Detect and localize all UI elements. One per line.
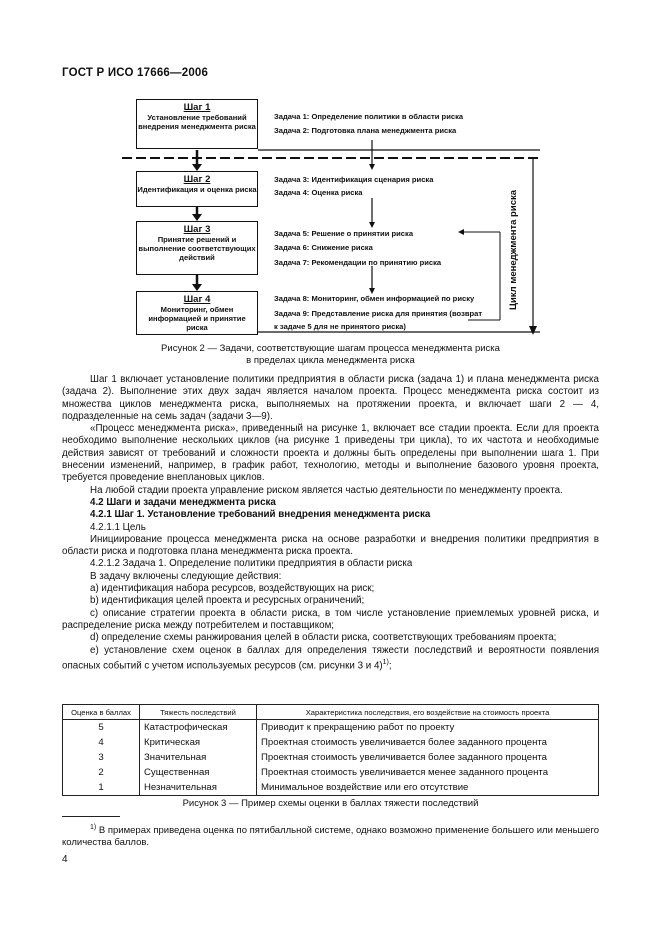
cycle-label: Цикл менеджмента риска bbox=[508, 190, 519, 311]
arrow-down-icon bbox=[192, 214, 202, 221]
arrow-down-icon bbox=[192, 164, 202, 171]
step-4-box bbox=[136, 291, 258, 335]
task-9: Задача 9: Представление риска для принятия (возврат bbox=[274, 309, 483, 318]
step-title: Шаг 2 bbox=[183, 174, 211, 185]
task-8: Задача 8: Мониторинг, обмен информацией по риску bbox=[274, 294, 475, 303]
task-1: Задача 1: Определение политики в области риска bbox=[274, 112, 464, 121]
task-4: Задача 4: Оценка риска bbox=[274, 188, 363, 197]
footnote: $^{1)}$ В примерах приведена оценка по пятибалльной системе, однако возможно применение большего или меньшего количества баллов. bbox=[62, 824, 599, 849]
list-item: c) описание стратегии проекта в области риска, в том числе установление приемлемых уровней риска, и распределение риска между потребителем и поставщиком; bbox=[62, 607, 599, 631]
column-header: Оценка в баллах bbox=[63, 705, 140, 720]
paragraph: Инициирование процесса менеджмента риска на основе разработки и внедрения политики предприятия в области риска и подготовка плана менеджмента риска проекта. bbox=[62, 533, 599, 558]
paragraph: На любой стадии проекта управление риском является частью деятельности по менеджменту проекта. bbox=[90, 484, 563, 496]
paragraph: В задачу включены следующие действия: bbox=[90, 570, 282, 582]
task-5: Задача 5: Решение о принятии риска bbox=[274, 229, 414, 238]
list-item: a) идентификация набора ресурсов, воздействующих на риск; bbox=[90, 583, 375, 595]
table-row: 5 Катастрофическая Приводит к прекращению работ по проекту bbox=[63, 720, 599, 736]
clause-heading: 4.2.1.1 Цель bbox=[90, 521, 146, 533]
subsection-heading: 4.2.1 Шаг 1. Установление требований внедрения менеджмента риска bbox=[90, 509, 431, 521]
step-text: Принятие решений и выполнение соответствующих действий bbox=[138, 235, 256, 262]
table-row: 1 Незначительная Минимальное воздействие или его отсутствие bbox=[63, 780, 599, 796]
body-text bbox=[62, 374, 599, 672]
arrow-down-icon bbox=[529, 326, 537, 335]
severity-table bbox=[62, 704, 599, 796]
arrow-down-icon bbox=[192, 284, 202, 291]
section-heading: 4.2 Шаги и задачи менеджмента риска bbox=[90, 496, 276, 508]
page-number: 4 bbox=[62, 854, 68, 865]
step-3-box bbox=[136, 221, 258, 275]
task-2: Задача 2: Подготовка плана менеджмента риска bbox=[274, 126, 457, 135]
arrow-left-icon bbox=[458, 229, 464, 235]
step-1-box bbox=[136, 99, 258, 149]
task-7: Задача 7: Рекомендации по принятию риска bbox=[274, 258, 442, 267]
paragraph: «Процесс менеджмента риска», приведенный на рисунке 1, включает все стадии проекта. Если для проекта необходимо выполнение нескольких циклов (на рисунке 1 приведены три цикла), то их частота и необходимые действия зависят от требований и сложности проекта и должны быть определены при выполнении шага 1. При внесении изменений, например, в график работ, технологию, методы и выполнение базового уровня проекта, требуется проведение внеплановых циклов. bbox=[62, 423, 599, 484]
step-text: Установление требований внедрения менеджмента риска bbox=[138, 113, 256, 131]
task-6: Задача 6: Снижение риска bbox=[274, 243, 373, 252]
figure2-caption: Рисунок 2 — Задачи, соответствующие шагам процесса менеджмента риска в пределах цикла менеджмента риска bbox=[161, 343, 500, 366]
list-item: b) идентификация целей проекта и ресурсных ограничений; bbox=[90, 595, 365, 607]
footnote-divider bbox=[62, 816, 120, 817]
paragraph: Шаг 1 включает установление политики предприятия в области риска (задача 1) и плана менеджмента риска (задача 2). Выполнение этих двух задач является началом проекта. Процесс менеджмента риска состоит из множества циклов менеджмента риска, выполняемых на протяжении проекта, и включает шаги 2 — 4, подразделенные на семь задач (задачи 3—9). bbox=[62, 374, 599, 422]
table-row: 3 Значительная Проектная стоимость увеличивается более заданного процента bbox=[63, 750, 599, 765]
column-header: Тяжесть последствий bbox=[140, 705, 257, 720]
step-title: Шаг 3 bbox=[183, 224, 211, 235]
step-2-box bbox=[136, 171, 258, 207]
list-item: e) установление схем оценок в баллах для определения тяжести последствий и вероятности появления опасных событий с учетом используемых ресурсов (см. рисунки 3 и 4)$^{1)}$; bbox=[62, 644, 599, 672]
step-title: Шаг 4 bbox=[183, 294, 211, 305]
table-row: 2 Существенная Проектная стоимость увеличивается менее заданного процента bbox=[63, 765, 599, 780]
footnote-ref: 1) bbox=[382, 658, 389, 666]
task-3: Задача 3: Идентификация сценария риска bbox=[274, 175, 434, 184]
table-row: 4 Критическая Проектная стоимость увеличивается более заданного процента bbox=[63, 735, 599, 750]
document-header: ГОСТ Р ИСО 17666—2006 bbox=[62, 67, 209, 79]
task-9-continued: к задаче 5 для не принятого риска) bbox=[274, 322, 406, 331]
step-text: Идентификация и оценка риска bbox=[137, 185, 257, 194]
step-text: Мониторинг, обмен информацией и принятие риска bbox=[148, 305, 246, 332]
column-header: Характеристика последствия, его воздействие на стоимость проекта bbox=[257, 705, 599, 720]
figure3-caption: Рисунок 3 — Пример схемы оценки в баллах тяжести последствий bbox=[182, 798, 479, 809]
table-header-row bbox=[63, 705, 599, 720]
step-title: Шаг 1 bbox=[183, 102, 211, 113]
clause-heading: 4.2.1.2 Задача 1. Определение политики предприятия в области риска bbox=[90, 558, 413, 570]
list-item: d) определение схемы ранжирования целей в области риска, соответствующих требованиям проекта; bbox=[90, 632, 557, 644]
